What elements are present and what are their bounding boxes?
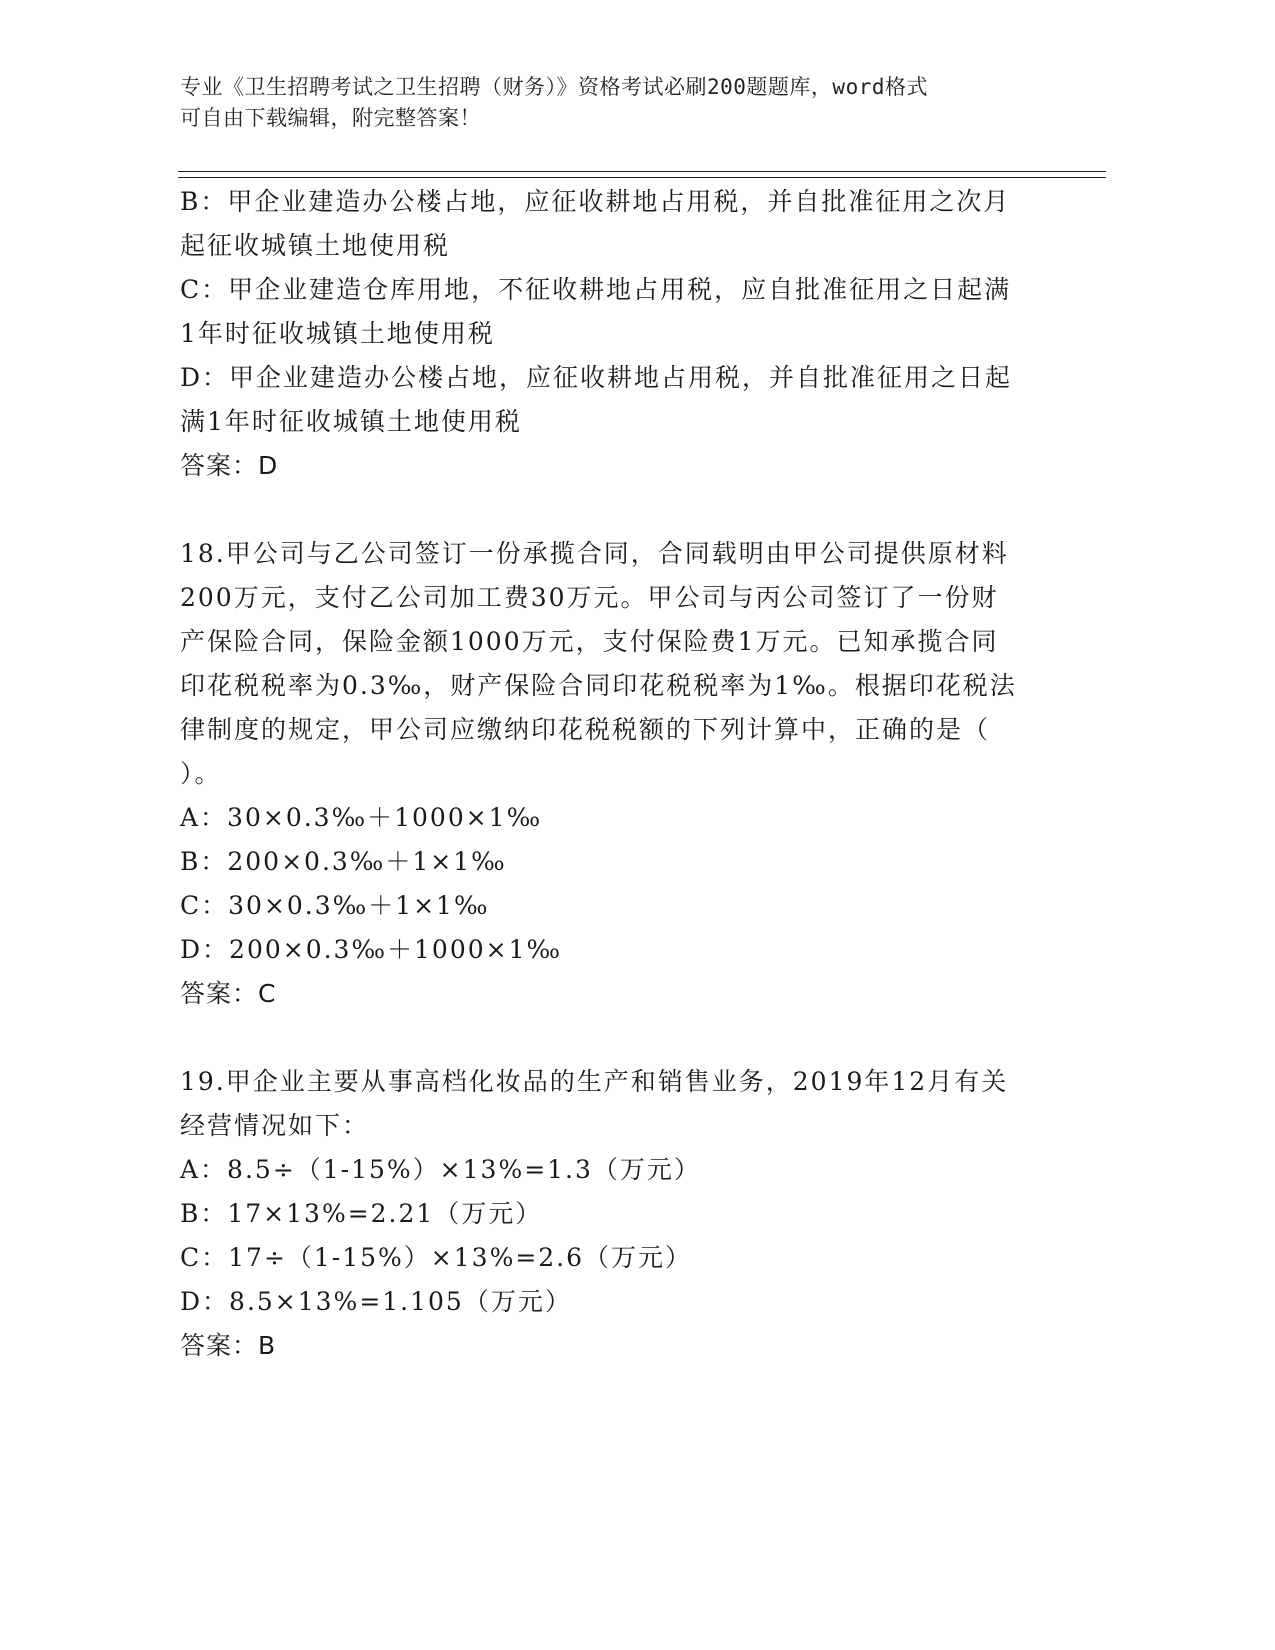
- q19-option-a: A：8.5÷（1-15%）×13%=1.3（万元）: [180, 1155, 701, 1184]
- document-header: [180, 72, 1060, 134]
- q18-option-a: A：30×0.3‰＋1000×1‰: [180, 803, 543, 832]
- q18-option-c: C：30×0.3‰＋1×1‰: [180, 891, 490, 920]
- q18-stem-line-5: 律制度的规定，甲公司应缴纳印花税税额的下列计算中，正确的是（: [180, 715, 991, 744]
- document-body: [180, 180, 1050, 1368]
- question-17: [180, 180, 1050, 488]
- question-19: [180, 1060, 1050, 1368]
- q19-option-d: D：8.5×13%=1.105（万元）: [180, 1287, 572, 1316]
- q18-option-b: B：200×0.3‰＋1×1‰: [180, 847, 507, 876]
- spacer: [180, 488, 1050, 532]
- header-rule-bottom: [178, 177, 1106, 178]
- header-line-1: 专业《卫生招聘考试之卫生招聘（财务）》资格考试必刷200题题库，word格式: [180, 75, 928, 99]
- q17-option-c-line-1: C：甲企业建造仓库用地，不征收耕地占用税，应自批准征用之日起满: [180, 275, 1012, 304]
- q19-option-b: B：17×13%=2.21（万元）: [180, 1199, 543, 1228]
- q18-stem-line-6: ）。: [180, 759, 222, 788]
- q19-stem-line-1: 19.甲企业主要从事高档化妆品的生产和销售业务，2019年12月有关: [180, 1067, 1009, 1096]
- q18-option-d: D：200×0.3‰＋1000×1‰: [180, 935, 563, 964]
- q18-stem-line-2: 200万元，支付乙公司加工费30万元。甲公司与丙公司签订了一份财: [180, 583, 999, 612]
- q19-option-c: C：17÷（1-15%）×13%=2.6（万元）: [180, 1243, 693, 1272]
- q17-option-d-line-1: D：甲企业建造办公楼占地，应征收耕地占用税，并自批准征用之日起: [180, 363, 1013, 392]
- q18-answer: 答案：C: [180, 979, 277, 1008]
- q17-option-d-line-2: 满1年时征收城镇土地使用税: [180, 407, 522, 436]
- q17-answer: 答案：D: [180, 451, 279, 480]
- q18-stem-line-3: 产保险合同，保险金额1000万元，支付保险费1万元。已知承揽合同: [180, 627, 999, 656]
- spacer: [180, 1016, 1050, 1060]
- question-18: [180, 532, 1050, 1016]
- header-rule-top: [178, 171, 1106, 172]
- q19-stem-line-2: 经营情况如下：: [180, 1111, 370, 1140]
- q19-answer: 答案：B: [180, 1331, 277, 1360]
- header-line-2: 可自由下载编辑，附完整答案！: [180, 106, 481, 130]
- q18-stem-line-1: 18.甲公司与乙公司签订一份承揽合同，合同载明由甲公司提供原材料: [180, 539, 1009, 568]
- q18-stem-line-4: 印花税税率为0.3‰，财产保险合同印花税税率为1‰。根据印花税法: [180, 671, 1017, 700]
- q17-option-c-line-2: 1年时征收城镇土地使用税: [180, 319, 495, 348]
- q17-option-b-line-2: 起征收城镇土地使用税: [180, 231, 451, 260]
- q17-option-b-line-1: B：甲企业建造办公楼占地，应征收耕地占用税，并自批准征用之次月: [180, 187, 1011, 216]
